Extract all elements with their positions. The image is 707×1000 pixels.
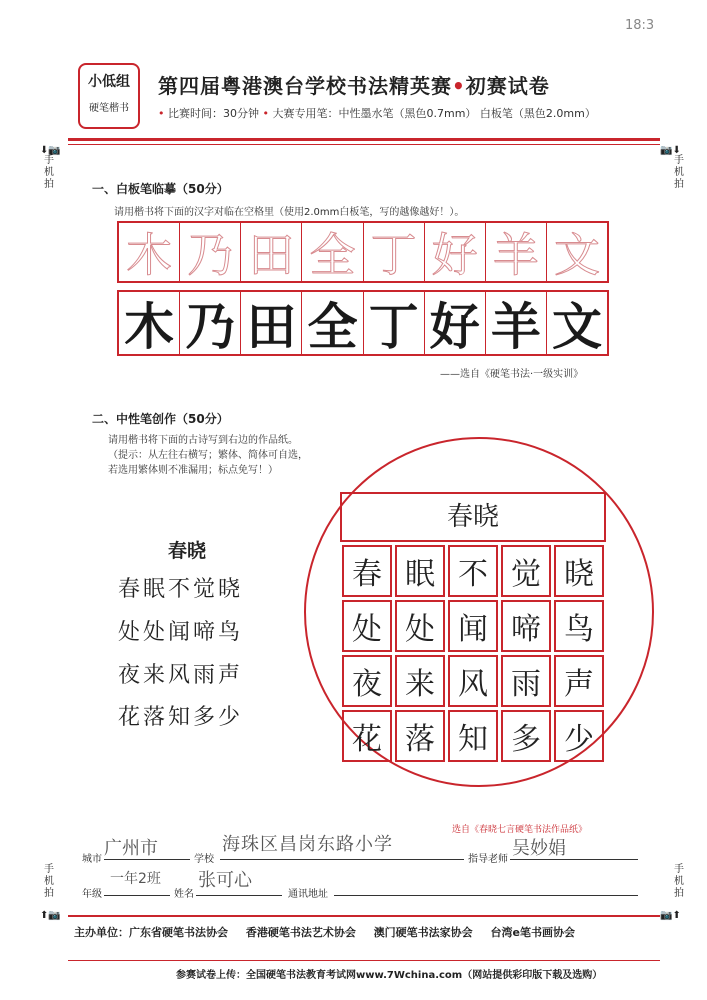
artwork-cell[interactable]: 声 — [554, 655, 604, 707]
trace-char: 木 — [126, 228, 173, 282]
model-char: 乃 — [185, 297, 236, 356]
footer-divider — [68, 960, 660, 961]
artwork-grid — [342, 545, 604, 765]
artwork-cell[interactable]: 闻 — [448, 600, 498, 652]
model-cell — [486, 292, 547, 354]
artwork-cell[interactable]: 来 — [395, 655, 445, 707]
school-underline — [220, 859, 464, 860]
poem-line: 花落知多少 — [118, 705, 244, 730]
city-label: 城市 — [82, 854, 102, 865]
pen-spec: 大赛专用笔：中性墨水笔（黑色0.7mm） 白板笔（黑色2.0mm） — [272, 107, 596, 120]
trace-char: 田 — [248, 228, 295, 282]
header-divider — [68, 138, 660, 141]
right-bottom-marker — [660, 903, 681, 922]
artwork-cell[interactable]: 风 — [448, 655, 498, 707]
artwork-cell[interactable]: 少 — [554, 710, 604, 762]
name-underline — [196, 895, 282, 896]
section1-title: 白板笔临摹（50分） — [116, 182, 229, 196]
section1-num: 一、 — [92, 182, 117, 196]
artwork-cell[interactable]: 落 — [395, 710, 445, 762]
arrow-up-icon: ⬆ — [672, 910, 681, 921]
organizers-prefix: 主办单位： — [74, 926, 129, 939]
trace-char: 乃 — [187, 228, 234, 282]
name-field[interactable]: 张可心 — [198, 870, 252, 891]
grade-field[interactable]: 一年2班 — [110, 871, 161, 887]
arrow-down-icon: ⬇ — [672, 145, 681, 156]
camera-icon: 📷 — [48, 910, 61, 921]
poem-line: 夜来风雨声 — [118, 663, 244, 688]
model-char: 羊 — [490, 297, 541, 356]
name-label: 姓名 — [174, 889, 194, 900]
model-cell — [425, 292, 486, 354]
grade-label: 年级 — [82, 889, 102, 900]
teacher-label: 指导老师 — [468, 854, 508, 865]
section2-hint1: （提示：从左往右横写；繁体、简体可自选， — [108, 450, 308, 461]
poem-line: 处处闻啼鸟 — [118, 620, 244, 645]
title-main: 第四届粤港澳台学校书法精英赛 — [158, 74, 452, 98]
model-char: 全 — [307, 297, 358, 356]
header-divider-thin — [68, 144, 660, 145]
artwork-cell[interactable]: 知 — [448, 710, 498, 762]
model-cell — [180, 292, 241, 354]
trace-char: 羊 — [492, 228, 539, 282]
section2-instruction: 请用楷书将下面的古诗写到右边的作品纸。 — [108, 435, 298, 446]
bullet: • — [158, 107, 165, 120]
model-char: 好 — [429, 297, 480, 356]
section1-heading — [92, 180, 229, 197]
model-char: 木 — [124, 297, 175, 356]
artwork-source: 选自《春晓七言硬笔书法作品纸》 — [452, 825, 588, 835]
artwork-cell[interactable]: 春 — [342, 545, 392, 597]
model-cell — [364, 292, 425, 354]
phone-photo-label-left-bottom: 手机拍 — [44, 864, 54, 899]
camera-icon: 📷 — [48, 145, 61, 156]
artwork-cell[interactable]: 处 — [395, 600, 445, 652]
model-grid — [117, 290, 609, 356]
camera-icon: 📷 — [660, 145, 673, 156]
organizer-item: 台湾e笔书画协会 — [490, 926, 575, 939]
trace-cell[interactable] — [364, 223, 425, 281]
trace-char: 全 — [309, 228, 356, 282]
section2-title: 中性笔创作（50分） — [116, 412, 229, 426]
address-label: 通讯地址 — [288, 889, 328, 900]
organizer-divider — [68, 915, 660, 917]
school-label: 学校 — [194, 854, 214, 865]
trace-cell[interactable] — [180, 223, 241, 281]
trace-char: 文 — [553, 228, 600, 282]
badge-group: 小低组 — [88, 74, 130, 90]
artwork-cell[interactable]: 觉 — [501, 545, 551, 597]
model-cell — [241, 292, 302, 354]
artwork-cell[interactable]: 雨 — [501, 655, 551, 707]
artwork-cell[interactable]: 晓 — [554, 545, 604, 597]
page-title — [158, 70, 550, 99]
trace-char: 丁 — [370, 228, 417, 282]
organizer-item: 广东省硬笔书法协会 — [129, 926, 228, 939]
poem-title: 春晓 — [168, 540, 207, 562]
badge-style: 硬笔楷书 — [89, 103, 129, 114]
phone-photo-label-right-bottom: 手机拍 — [674, 864, 684, 899]
artwork-cell[interactable]: 花 — [342, 710, 392, 762]
footer-upload: 参赛试卷上传：全国硬笔书法教育考试网www.7Wchina.com（网站提供彩印版下载及选购） — [176, 970, 603, 981]
teacher-underline — [510, 859, 638, 860]
organizer-item: 香港硬笔书法艺术协会 — [245, 926, 356, 939]
city-underline — [104, 859, 190, 860]
organizers-line — [74, 924, 575, 940]
exam-time: 比赛时间：30分钟 — [168, 107, 259, 120]
artwork-cell[interactable]: 眠 — [395, 545, 445, 597]
trace-cell[interactable] — [241, 223, 302, 281]
section1-source: ——选自《硬笔书法·一级实训》 — [440, 369, 584, 380]
organizer-item: 澳门硬笔书法家协会 — [373, 926, 473, 939]
model-char: 田 — [246, 297, 297, 356]
address-underline — [334, 895, 638, 896]
model-cell — [119, 292, 180, 354]
bullet: • — [262, 107, 269, 120]
artwork-row — [342, 655, 604, 707]
artwork-row — [342, 600, 604, 652]
grade-underline — [104, 895, 170, 896]
city-field[interactable]: 广州市 — [104, 838, 158, 859]
model-cell — [302, 292, 363, 354]
section2-num: 二、 — [92, 412, 117, 426]
section1-instruction: 请用楷书将下面的汉字对临在空格里（使用2.0mm白板笔，写的越像越好！）。 — [114, 207, 465, 218]
group-badge — [78, 63, 140, 129]
artwork-cell[interactable]: 夜 — [342, 655, 392, 707]
artwork-title: 春晓 — [340, 492, 606, 542]
tracing-grid — [117, 221, 609, 283]
artwork-cell[interactable]: 处 — [342, 600, 392, 652]
model-char: 文 — [551, 297, 602, 356]
phone-photo-label-right: 手机拍 — [674, 155, 684, 190]
trace-cell[interactable] — [425, 223, 486, 281]
left-bottom-marker — [40, 903, 61, 922]
artwork-cell[interactable]: 多 — [501, 710, 551, 762]
title-tail: 初赛试卷 — [465, 74, 550, 98]
model-cell — [547, 292, 607, 354]
camera-icon: 📷 — [660, 910, 673, 921]
artwork-cell[interactable]: 啼 — [501, 600, 551, 652]
artwork-cell[interactable]: 不 — [448, 545, 498, 597]
arrow-up-icon: ⬆ — [40, 910, 49, 921]
teacher-field[interactable]: 吴妙娟 — [512, 838, 566, 859]
model-char: 丁 — [368, 297, 419, 356]
trace-cell[interactable] — [547, 223, 607, 281]
trace-cell[interactable] — [119, 223, 180, 281]
phone-photo-label-left: 手机拍 — [44, 155, 54, 190]
arrow-down-icon: ⬇ — [40, 145, 49, 156]
trace-char: 好 — [431, 228, 478, 282]
subtitle — [158, 105, 596, 121]
artwork-row — [342, 710, 604, 762]
section2-hint2: 若选用繁体则不准漏用；标点免写！） — [108, 465, 278, 476]
trace-cell[interactable] — [486, 223, 547, 281]
corner-mark: 18:3 — [625, 18, 655, 33]
school-field[interactable]: 海珠区昌岗东路小学 — [222, 834, 393, 855]
artwork-cell[interactable]: 鸟 — [554, 600, 604, 652]
poem-line: 春眠不觉晓 — [118, 577, 244, 602]
title-dot: • — [452, 74, 466, 98]
section2-heading — [92, 410, 229, 427]
trace-cell[interactable] — [302, 223, 363, 281]
artwork-row — [342, 545, 604, 597]
